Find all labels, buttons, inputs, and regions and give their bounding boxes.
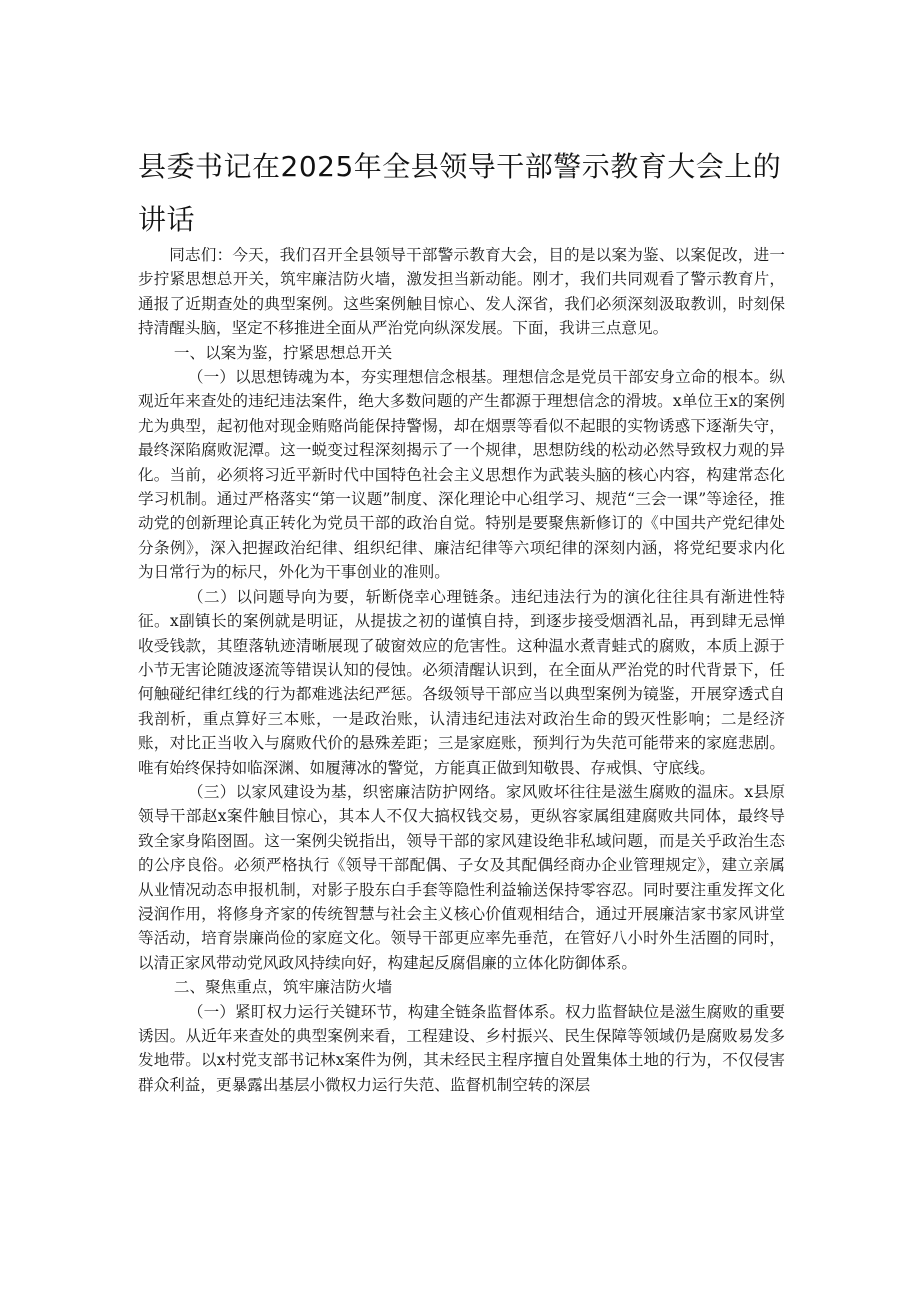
section-heading-2: 二、聚焦重点，筑牢廉洁防火墙 <box>173 978 393 997</box>
document-title: 县委书记在2025年全县领导干部警示教育大会上的讲话 <box>138 150 782 236</box>
section-heading-1: 一、以案为鉴，拧紧思想总开关 <box>173 343 393 362</box>
subsection-paragraph-1-1: （一）以思想铸魂为本，夯实理想信念根基。理想信念是党员干部安身立命的根本。纵观近年来查处的违纪违法案件，绝大多数问题的产生都源于理想信念的滑坡。x单位王x的案例尤为典型，起初他对现金贿赂尚能保持警惕，却在烟票等看似不起眼的实物诱惑下逐渐失守，最终深陷腐败泥潭。这一蜕变过程深刻揭示了一个规律，思想防线的松动必然导致权力观的异化。当前，必须将习近平新时代中国特色社会主义思想作为武装头脑的核心内容，构建常态化学习机制。通过严格落实“第一议题”制度、深化理论中心组学习、规范“三会一课”等途径，推动党的创新理论真正转化为党员干部的政治自觉。特别是要聚焦新修订的《中国共产党纪律处分条例》，深入把握政治纪律、组织纪律、廉洁纪律等六项纪律的深刻内涵，将党纪要求内化为日常行为的标尺，外化为干事创业的准则。 <box>138 368 785 582</box>
subsection-paragraph-1-2: （二）以问题导向为要，斩断侥幸心理链条。违纪违法行为的演化往往具有渐进性特征。x副镇长的案例就是明证，从提拔之初的谨慎自持，到逐步接受烟酒礼品，再到肆无忌惮收受钱款，其堕落轨迹清晰展现了破窗效应的危害性。这种温水煮青蛙式的腐败，本质上源于小节无害论随波逐流等错误认知的侵蚀。必须清醒认识到，在全面从严治党的时代背景下，任何触碰纪律红线的行为都难逃法纪严惩。各级领导干部应当以典型案例为镜鉴，开展穿透式自我剖析，重点算好三本账，一是政治账，认清违纪违法对政治生命的毁灭性影响；二是经济账，对比正当收入与腐败代价的悬殊差距；三是家庭账，预判行为失范可能带来的家庭悲剧。唯有始终保持如临深渊、如履薄冰的警觉，方能真正做到知敬畏、存戒惧、守底线。 <box>138 587 785 777</box>
subsection-paragraph-2-1: （一）紧盯权力运行关键环节，构建全链条监督体系。权力监督缺位是滋生腐败的重要诱因。从近年来查处的典型案例来看，工程建设、乡村振兴、民生保障等领域仍是腐败易发多发地带。以x村党支部书记林x案件为例，其未经民主程序擅自处置集体土地的行为，不仅侵害群众利益，更暴露出基层小微权力运行失范、监督机制空转的深层 <box>138 1002 785 1094</box>
document-body <box>138 243 785 1097</box>
subsection-paragraph-1-3: （三）以家风建设为基，织密廉洁防护网络。家风败坏往往是滋生腐败的温床。x县原领导干部赵x案件触目惊心，其本人不仅大搞权钱交易，更纵容家属组建腐败共同体，最终导致全家身陷囹圄。这一案例尖锐指出，领导干部的家风建设绝非私域问题，而是关乎政治生态的公序良俗。必须严格执行《领导干部配偶、子女及其配偶经商办企业管理规定》，建立亲属从业情况动态申报机制，对影子股东白手套等隐性利益输送保持零容忍。同时要注重发挥文化浸润作用，将修身齐家的传统智慧与社会主义核心价值观相结合，通过开展廉洁家书家风讲堂等活动，培育崇廉尚俭的家庭文化。领导干部更应率先垂范，在管好八小时外生活圈的同时，以清正家风带动党风政风持续向好，构建起反腐倡廉的立体化防御体系。 <box>138 782 785 972</box>
opening-paragraph: 同志们：今天，我们召开全县领导干部警示教育大会，目的是以案为鉴、以案促改，进一步拧紧思想总开关，筑牢廉洁防火墙，激发担当新动能。刚才，我们共同观看了警示教育片，通报了近期查处的典型案例。这些案例触目惊心、发人深省，我们必须深刻汲取教训，时刻保持清醒头脑，坚定不移推进全面从严治党向纵深发展。下面，我讲三点意见。 <box>138 246 785 338</box>
